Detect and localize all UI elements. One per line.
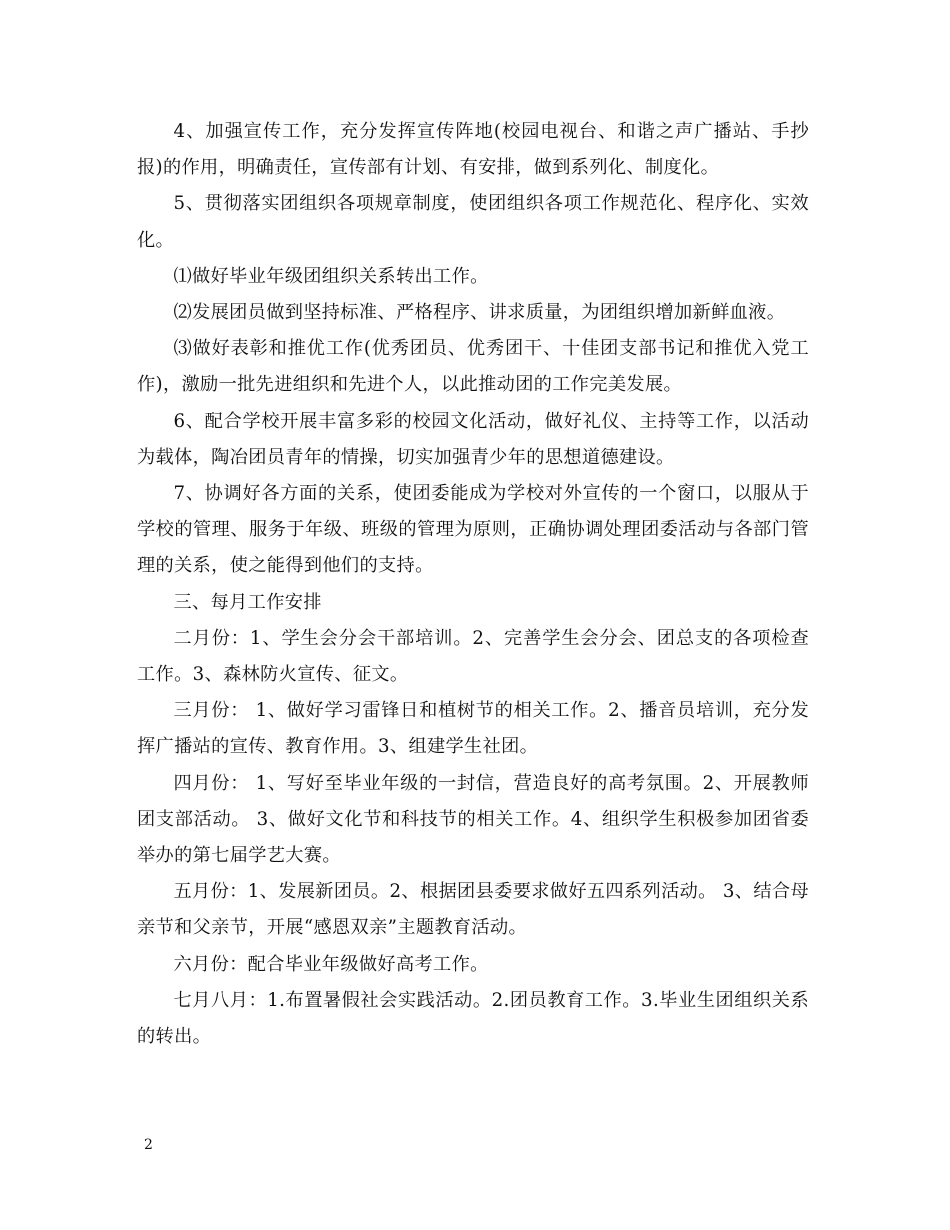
paragraph-item-4-publicity: 4、加强宣传工作，充分发挥宣传阵地(校园电视台、和谐之声广播站、手抄报)的作用，明确责任，宣传部有计划、有安排，做到系列化、制度化。 [137,121,809,179]
paragraph-subitem-2: ⑵发展团员做到坚持标准、严格程序、讲求质量，为团组织增加新鲜血液。 [173,302,786,324]
paragraph-july-august: 七月八月：1.布置暑假社会实践活动。2.团员教育工作。3.毕业生团组织关系的转出。 [137,989,809,1048]
paragraph-item-5-regulations: 5、贯彻落实团组织各项规章制度，使团组织各项工作规范化、程序化、实效化。 [137,193,809,251]
page-number: 2 [144,1137,153,1153]
section-heading-monthly-plan: 三、每月工作安排 [173,591,322,613]
paragraph-item-7-coordination: 7、协调好各方面的关系，使团委能成为学校对外宣传的一个窗口，以服从于学校的管理、服务于年级、班级的管理为原则，正确协调处理团委活动与各部门管理的关系，使之能得到他们的支持。 [137,483,809,577]
paragraph-may: 五月份：1、发展新团员。2、根据团县委要求做好五四系列活动。 3、结合母亲节和父亲节，开展“感恩双亲”主题教育活动。 [137,881,809,939]
paragraph-subitem-1: ⑴做好毕业年级团组织关系转出工作。 [173,265,489,287]
paragraph-subitem-3: ⑶做好表彰和推优工作(优秀团员、优秀团干、十佳团支部书记和推优入党工作)，激励一批先进组织和先进个人，以此推动团的工作完美发展。 [137,338,809,396]
paragraph-item-6-culture: 6、配合学校开展丰富多彩的校园文化活动，做好礼仪、主持等工作，以活动为载体，陶冶团员青年的情操，切实加强青少年的思想道德建设。 [137,410,809,468]
paragraph-april: 四月份： 1、写好至毕业年级的一封信，营造良好的高考氛围。2、开展教师团支部活动。 3、做好文化节和科技节的相关工作。4、组织学生积极参加团省委举办的第七届学艺大赛。 [137,772,809,867]
paragraph-march: 三月份： 1、做好学习雷锋日和植树节的相关工作。2、播音员培训，充分发挥广播站的宣传、教育作用。3、组建学生社团。 [137,700,809,758]
document-body [137,114,809,1055]
paragraph-june: 六月份：配合毕业年级做好高考工作。 [173,953,489,975]
paragraph-february: 二月份：1、学生会分会干部培训。2、完善学生会分会、团总支的各项检查工作。3、森林防火宣传、征文。 [137,627,809,686]
